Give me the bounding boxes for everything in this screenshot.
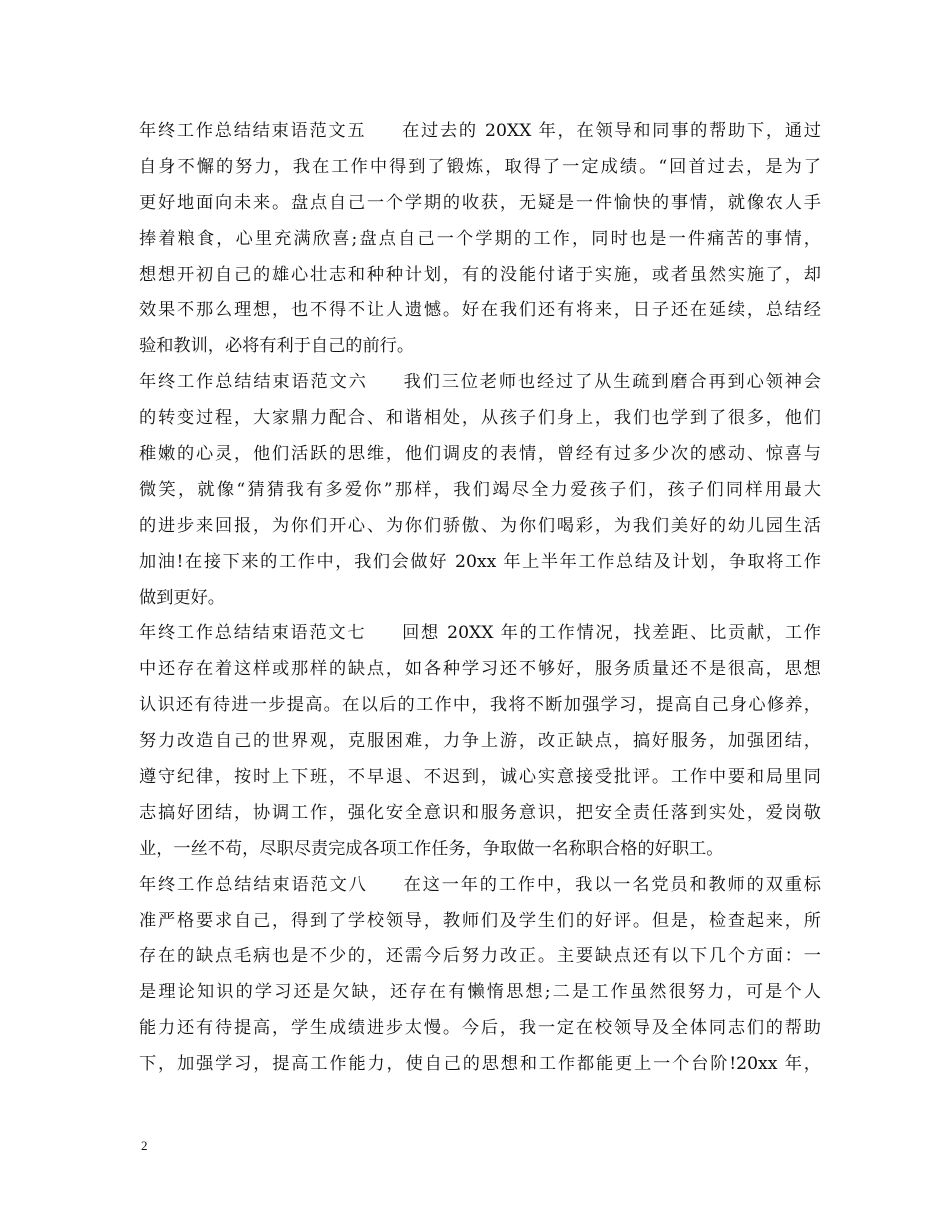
paragraph-line [139,186,821,222]
section-first-line [139,616,821,652]
paragraph-line [139,293,821,329]
line-text: 我们三位老师也经过了从生疏到磨合再到心领神会 [401,372,821,393]
line-text: 的进步来回报，为你们开心、为你们骄傲、为你们喝彩，为我们美好的幼儿园生活 [139,515,821,536]
page-number: 2 [141,1138,148,1153]
paragraph-line [139,760,821,796]
section-heading: 年终工作总结结束语范文六 [139,372,368,393]
line-text: 努力改造自己的世界观，克服困难，力争上游，改正缺点，搞好服务，加强团结， [139,731,821,752]
paragraph-line [139,724,821,760]
paragraph-line [139,904,821,940]
section-first-line [139,114,821,150]
paragraph-line [139,258,821,294]
paragraph-line [139,545,821,581]
paragraph-line [139,473,821,509]
line-text: 在过去的 20XX 年，在领导和同事的帮助下，通过 [400,121,821,141]
paragraph-line [139,796,821,832]
line-text: 捧着粮食，心里充满欣喜;盘点自己一个学期的工作，同时也是一件痛苦的事情， [139,228,821,249]
paragraph-line [139,832,821,868]
paragraph-line [139,401,821,437]
section-heading: 年终工作总结结束语范文五 [139,121,367,141]
line-text: 做到更好。 [139,587,225,608]
paragraph-line [139,939,821,975]
section-first-line [139,868,821,904]
paragraph-line [139,688,821,724]
line-text: 的转变过程，大家鼎力配合、和谐相处，从孩子们身上，我们也学到了很多，他们 [139,408,821,429]
line-text: 认识还有待进一步提高。在以后的工作中，我将不断加强学习，提高自己身心修养， [139,695,821,716]
line-text: 效果不那么理想，也不得不让人遗憾。好在我们还有将来，日子还在延续，总结经 [139,300,821,321]
line-text: 遵守纪律，按时上下班，不早退、不迟到，诚心实意接受批评。工作中要和局里同 [139,767,821,788]
line-text: 业，一丝不苟，尽职尽责完成各项工作任务，争取做一名称职合格的好职工。 [139,838,724,859]
line-text: 下，加强学习，提高工作能力，使自己的思想和工作都能更上一个台阶!20xx 年， [139,1054,821,1075]
section-heading: 年终工作总结结束语范文八 [139,874,368,895]
paragraph-line [139,581,821,617]
line-text: 存在的缺点毛病也是不少的，还需今后努力改正。主要缺点还有以下几个方面：一 [139,946,821,967]
line-text: 志搞好团结，协调工作，强化安全意识和服务意识，把安全责任落到实处，爱岗敬 [139,802,821,823]
line-text: 回想 20XX 年的工作情况，找差距、比贡献，工作 [400,623,821,644]
line-text: 自身不懈的努力，我在工作中得到了锻炼，取得了一定成绩。“回首过去，是为了 [139,156,821,177]
section-first-line [139,365,821,401]
paragraph-line [139,222,821,258]
line-text: 验和教训，必将有利于自己的前行。 [139,336,415,357]
line-text: 加油!在接下来的工作中，我们会做好 20xx 年上半年工作总结及计划，争取将工作 [139,551,821,572]
paragraph-line [139,975,821,1011]
paragraph-line [139,329,821,365]
line-text: 微笑，就像“猜猜我有多爱你”那样，我们竭尽全力爱孩子们，孩子们同样用最大 [139,479,821,500]
line-text: 更好地面向未来。盘点自己一个学期的收获，无疑是一件愉快的事情，就像农人手 [139,192,821,213]
paragraph-line [139,1011,821,1047]
line-text: 是理论知识的学习还是欠缺，还存在有懒惰思想;二是工作虽然很努力，可是个人 [139,982,821,1003]
document-body [139,114,821,1083]
paragraph-line [139,1047,821,1083]
paragraph-line [139,437,821,473]
section-heading: 年终工作总结结束语范文七 [139,623,367,644]
line-text: 想想开初自己的雄心壮志和种种计划，有的没能付诸于实施，或者虽然实施了，却 [139,264,821,285]
line-text: 能力还有待提高，学生成绩进步太慢。今后，我一定在校领导及全体同志们的帮助 [139,1018,821,1039]
line-text: 稚嫩的心灵，他们活跃的思维，他们调皮的表情，曾经有过多少次的感动、惊喜与 [139,444,821,465]
paragraph-line [139,150,821,186]
line-text: 在这一年的工作中，我以一名党员和教师的双重标 [401,874,821,895]
line-text: 中还存在着这样或那样的缺点，如各种学习还不够好，服务质量还不是很高，思想 [139,659,821,680]
line-text: 准严格要求自己，得到了学校领导，教师们及学生们的好评。但是，检查起来，所 [139,910,821,931]
paragraph-line [139,652,821,688]
paragraph-line [139,509,821,545]
